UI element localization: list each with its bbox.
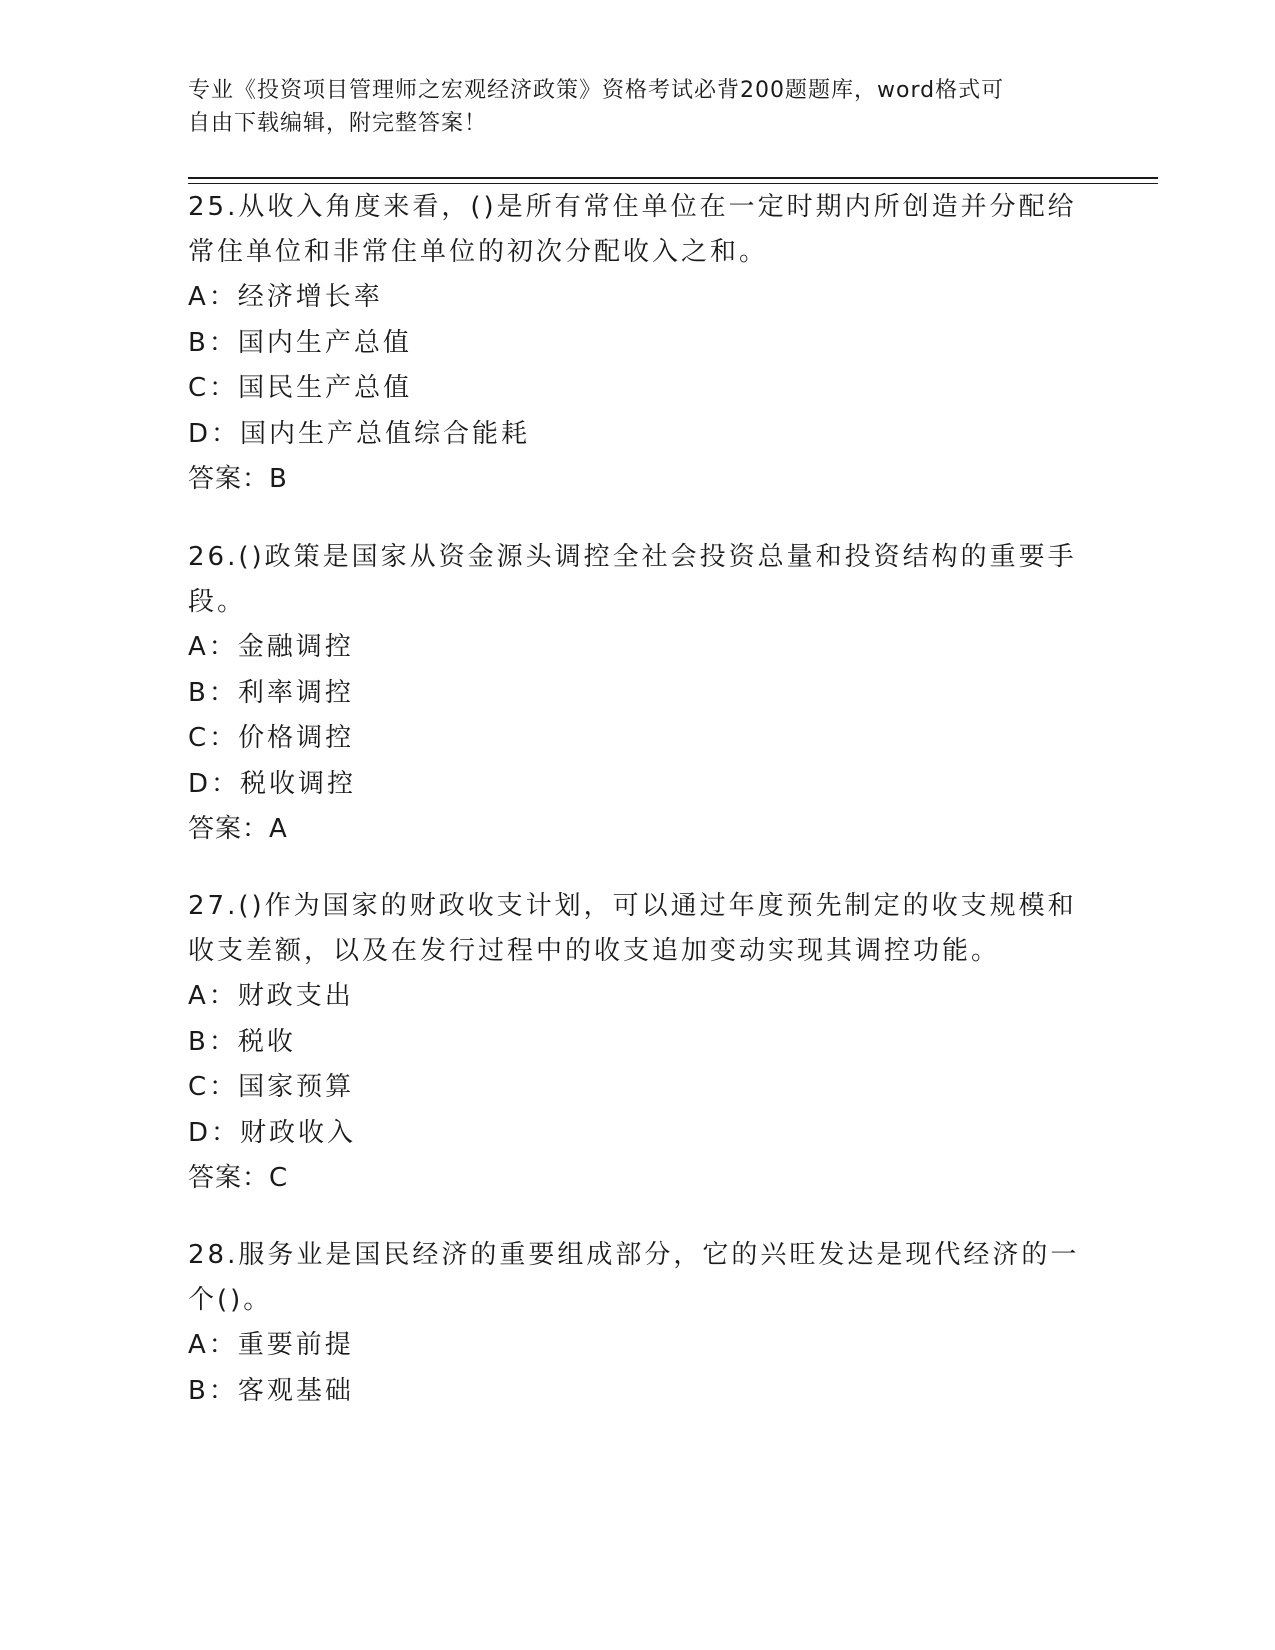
option-b: B：税收 xyxy=(188,1026,296,1057)
option-a: A：金融调控 xyxy=(188,632,354,662)
header-rule-thick xyxy=(188,177,1158,179)
option-b: B：利率调控 xyxy=(188,677,354,708)
header-line-1: 专业《投资项目管理师之宏观经济政策》资格考试必背200题题库，word格式可 xyxy=(188,78,1005,103)
header-rule-thin xyxy=(188,183,1158,184)
question-28 xyxy=(188,1233,1088,1414)
question-26 xyxy=(188,535,1088,852)
option-d: D：财政收入 xyxy=(188,1117,357,1148)
header-line-2: 自由下载编辑，附完整答案！ xyxy=(188,111,488,136)
question-stem-line: 28.服务业是国民经济的重要组成部分，它的兴旺发达是现代经济的一 xyxy=(188,1240,1080,1270)
option-c: C：国家预算 xyxy=(188,1072,355,1102)
question-stem-line: 段。 xyxy=(188,587,247,617)
answer: 答案：C xyxy=(188,1163,289,1193)
question-stem-line: 26.()政策是国家从资金源头调控全社会投资总量和投资结构的重要手 xyxy=(188,542,1077,572)
question-stem-line: 常住单位和非常住单位的初次分配收入之和。 xyxy=(188,237,769,267)
option-b: B：客观基础 xyxy=(188,1375,354,1406)
question-27 xyxy=(188,884,1088,1201)
document-header xyxy=(188,74,1088,140)
option-a: A：重要前提 xyxy=(188,1330,354,1360)
option-a: A：财政支出 xyxy=(188,981,354,1011)
option-c: C：国民生产总值 xyxy=(188,373,413,403)
option-b: B：国内生产总值 xyxy=(188,327,412,358)
answer: 答案：B xyxy=(188,464,288,494)
question-stem-line: 27.()作为国家的财政收支计划，可以通过年度预先制定的收支规模和 xyxy=(188,891,1077,921)
option-d: D：国内生产总值综合能耗 xyxy=(188,418,531,449)
option-d: D：税收调控 xyxy=(188,768,357,799)
question-stem-line: 25.从收入角度来看，()是所有常住单位在一定时期内所创造并分配给 xyxy=(188,192,1077,222)
answer: 答案：A xyxy=(188,814,288,844)
question-stem-line: 收支差额，以及在发行过程中的收支追加变动实现其调控功能。 xyxy=(188,936,1001,966)
option-c: C：价格调控 xyxy=(188,723,355,753)
question-stem-line: 个()。 xyxy=(188,1285,273,1315)
option-a: A：经济增长率 xyxy=(188,282,383,312)
question-25 xyxy=(188,185,1088,502)
